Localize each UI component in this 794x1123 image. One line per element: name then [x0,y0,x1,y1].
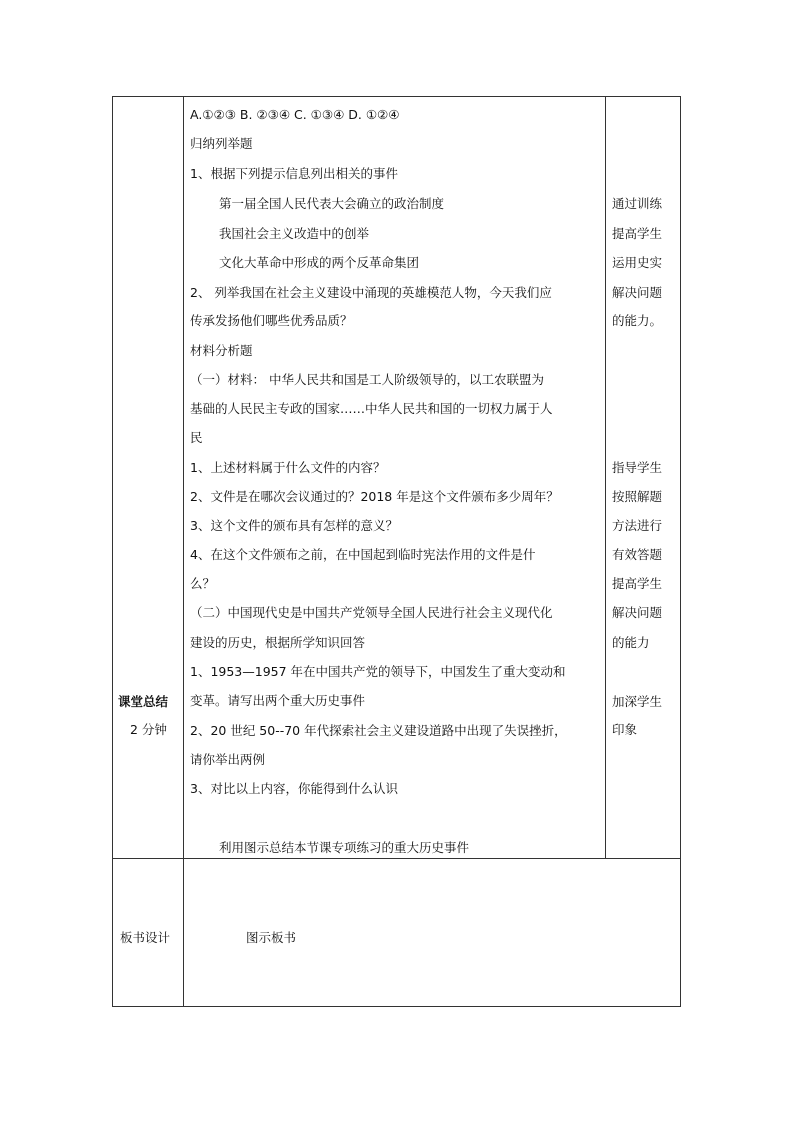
note-line: 提高学生 [612,226,663,241]
material-line: 基础的人民民主专政的国家……中华人民共和国的一切权力属于人 [190,401,553,416]
question-line: 么？ [190,576,216,591]
question-line: 4、在这个文件颁布之前，在中国起到临时宪法作用的文件是什 [190,547,536,562]
heading-material: 材料分析题 [190,343,253,358]
hint-line: 第一届全国人民代表大会确立的政治制度 [219,196,445,211]
note-line: 的能力 [612,635,650,650]
row-divider [112,858,681,859]
note-line: 的能力。 [612,313,663,328]
answer-options: A.①②③ B. ②③④ C. ①③④ D. ①②④ [190,107,400,122]
section-label-summary: 课堂总结 [118,694,169,709]
note-line: 有效答题 [612,547,663,562]
question-line: 请你举出两例 [190,752,266,767]
question-line: 1、根据下列提示信息列出相关的事件 [190,166,398,181]
question-line: 1、上述材料属于什么文件的内容？ [190,460,386,475]
material-line: （一）材料： 中华人民共和国是工人阶级领导的，以工农联盟为 [190,372,544,387]
question-line: 1、1953—1957 年在中国共产党的领导下，中国发生了重大变动和 [190,664,566,679]
question-line: 2、20 世纪 50--70 年代探索社会主义建设道路中出现了失误挫折， [190,723,567,738]
section-label-board-design: 板书设计 [120,930,171,945]
heading-induction: 归纳列举题 [190,136,253,151]
material-line: 民 [190,430,203,445]
column-divider-1 [183,96,184,1007]
board-design-content: 图示板书 [246,930,297,945]
question-line: 3、对比以上内容，你能得到什么认识 [190,781,398,796]
note-line: 指导学生 [612,460,663,475]
note-line: 解决问题 [612,605,663,620]
question-line: 2、文件是在哪次会议通过的？2018 年是这个文件颁布多少周年？ [190,489,559,504]
note-line: 提高学生 [612,576,663,591]
hint-line: 我国社会主义改造中的创举 [219,226,370,241]
question-line: 3、这个文件的颁布具有怎样的意义？ [190,518,398,533]
question-line: 变革。请写出两个重大历史事件 [190,693,366,708]
column-divider-2 [605,96,606,858]
material-line: 建设的历史，根据所学知识回答 [190,635,366,650]
section-duration: 2 分钟 [130,722,167,737]
summary-line: 利用图示总结本节课专项练习的重大历史事件 [219,840,470,855]
note-line: 印象 [612,722,638,737]
hint-line: 文化大革命中形成的两个反革命集团 [219,255,420,270]
question-line: 传承发扬他们哪些优秀品质？ [190,313,353,328]
note-line: 加深学生 [612,694,663,709]
note-line: 按照解题 [612,489,663,504]
material-line: （二）中国现代史是中国共产党领导全国人民进行社会主义现代化 [190,605,553,620]
note-line: 通过训练 [612,196,663,211]
question-line: 2、 列举我国在社会主义建设中涌现的英雄模范人物，今天我们应 [190,285,552,300]
note-line: 运用史实 [612,255,663,270]
note-line: 方法进行 [612,518,663,533]
note-line: 解决问题 [612,285,663,300]
